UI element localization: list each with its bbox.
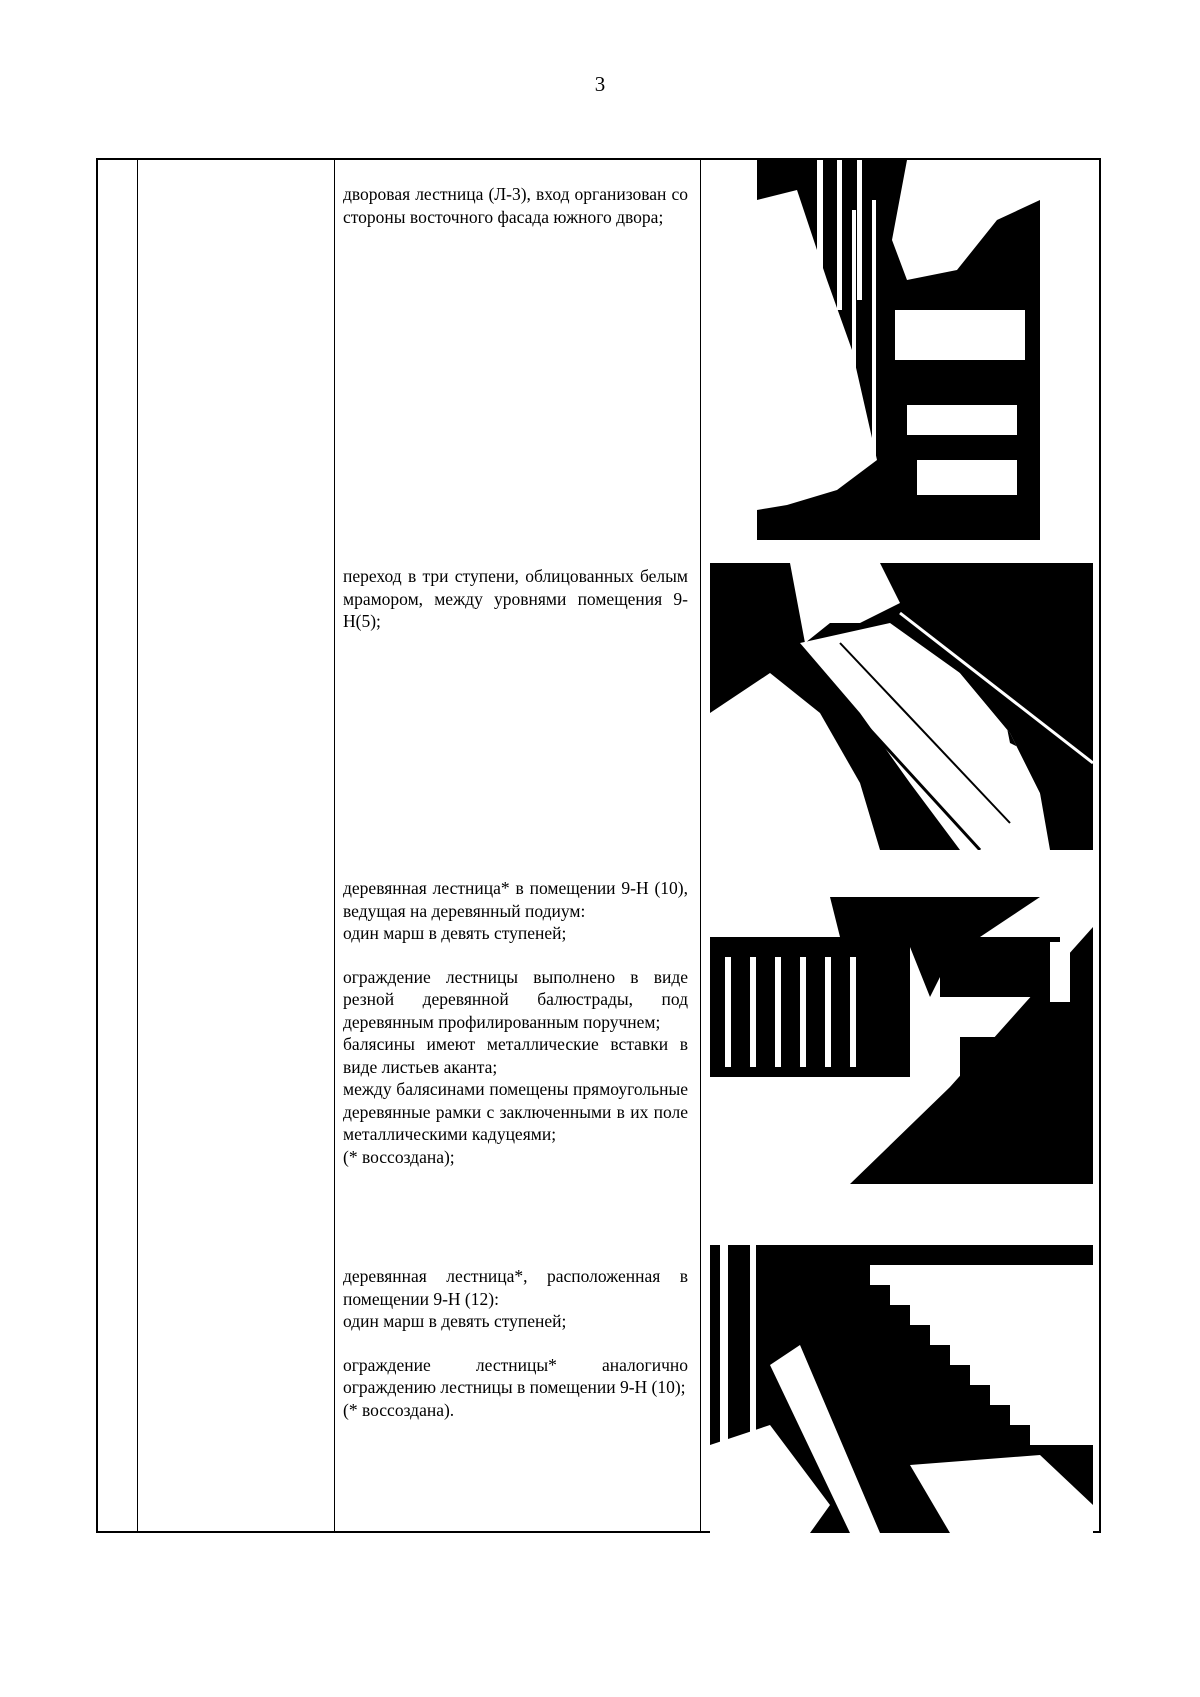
block-4-spacer: [343, 1333, 688, 1354]
marble-steps-photo-icon: [710, 563, 1093, 850]
column-divider-1: [137, 158, 138, 1533]
block-4-paragraph-4: (* воссоздана).: [343, 1399, 455, 1420]
block-3-paragraph-3: ограждение лестницы выполнено в виде резной деревянной балюстрады, под деревянным профилированным поручнем;: [343, 966, 688, 1032]
wooden-staircase-photo-icon: [710, 1245, 1093, 1533]
photo-wooden-staircase: [710, 1245, 1093, 1533]
photo-wooden-balustrade: [710, 897, 1093, 1184]
block-1-paragraph-1: дворовая лестница (Л-3), вход организован со стороны восточного фасада южного двора;: [343, 184, 688, 227]
description-block-4: [343, 1265, 688, 1421]
block-2-paragraph-1: переход в три ступени, облицованных белым мрамором, между уровнями помещения 9-Н(5);: [343, 566, 688, 631]
photo-marble-steps: [710, 563, 1093, 850]
column-divider-2: [334, 158, 335, 1533]
block-3-paragraph-4: балясины имеют металлические вставки в виде листьев аканта;: [343, 1034, 688, 1077]
column-divider-3: [700, 158, 701, 1533]
block-3-spacer: [343, 945, 688, 966]
block-3-paragraph-6: (* воссоздана);: [343, 1146, 455, 1167]
page-number: 3: [594, 72, 606, 96]
description-block-1: [343, 183, 688, 228]
block-3-paragraph-5: между балясинами помещены прямоугольные деревянные рамки с заключенными в их поле металлическими кадуцеями;: [343, 1079, 688, 1144]
block-4-paragraph-1: деревянная лестница*, расположенная в помещении 9-Н (12):: [343, 1266, 688, 1309]
block-3-paragraph-2: один марш в девять ступеней;: [343, 923, 567, 943]
block-3-paragraph-1: деревянная лестница* в помещении 9-Н (10), ведущая на деревянный подиум:: [343, 878, 688, 921]
block-4-paragraph-2: один марш в девять ступеней;: [343, 1311, 567, 1331]
block-4-paragraph-3: ограждение лестницы* аналогично ограждению лестницы в помещении 9-Н (10);: [343, 1354, 688, 1397]
wooden-balustrade-photo-icon: [710, 897, 1093, 1184]
description-block-2: [343, 565, 688, 633]
courtyard-staircase-photo-icon: [757, 160, 1040, 540]
photo-courtyard-staircase: [757, 160, 1040, 540]
description-block-3: [343, 877, 688, 1168]
